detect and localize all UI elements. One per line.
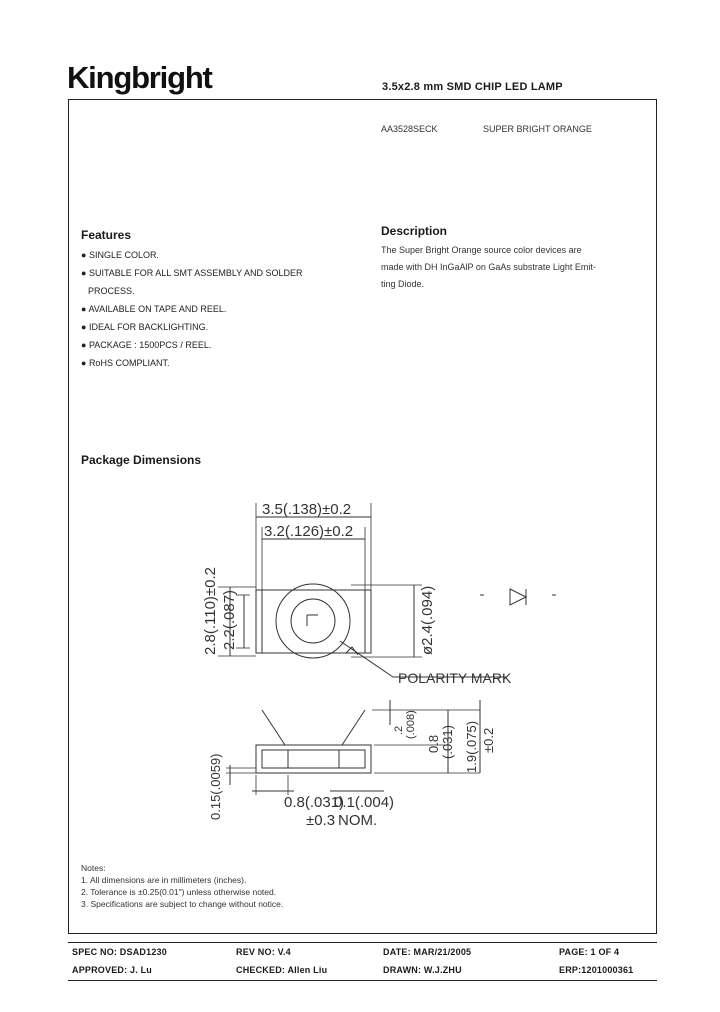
dim-right-diameter: ø2.4(.094) (419, 585, 436, 655)
part-color: SUPER BRIGHT ORANGE (483, 124, 592, 134)
notes-block (81, 862, 283, 910)
approved-by: APPROVED: J. Lu (72, 965, 153, 975)
page-number: PAGE: 1 OF 4 (559, 947, 620, 957)
footer-divider-top (68, 942, 657, 943)
dim-side-a2: (.008) (405, 710, 417, 739)
dim-bottom-right: 0.1(.004) (334, 794, 395, 811)
revision-number: REV NO: V.4 (236, 947, 291, 957)
features-heading: Features (81, 228, 132, 242)
note-item: 3. Specifications are subject to change without notice. (81, 899, 284, 909)
feature-item-continued: PROCESS. (88, 286, 135, 296)
description-heading: Description (381, 224, 448, 238)
drawn-by: DRAWN: W.J.ZHU (383, 965, 462, 975)
dim-left-outer: 2.8(.110)±0.2 (202, 566, 219, 655)
feature-item: ● SINGLE COLOR. (81, 250, 159, 260)
dim-bottom-mid: 0.8(.031) (284, 794, 345, 811)
feature-item: ● RoHS COMPLIANT. (81, 358, 170, 368)
notes-heading: Notes: (81, 863, 106, 873)
dim-bottom-left: 0.15(.0059) (208, 753, 223, 820)
part-number: AA3528SECK (381, 124, 438, 134)
dim-side-c: 1.9(.075) (464, 720, 479, 773)
feature-item: ● PACKAGE : 1500PCS / REEL. (81, 340, 212, 350)
date: DATE: MAR/21/2005 (383, 947, 472, 957)
footer-divider-bottom (68, 980, 657, 981)
description-text: The Super Bright Orange source color devices are made with DH InGaAlP on GaAs substrate Light Emit- ting Diode. (381, 245, 596, 289)
dim-top-inner: 3.2(.126)±0.2 (264, 523, 354, 540)
note-item: 2. Tolerance is ±0.25(0.01") unless otherwise noted. (81, 887, 277, 897)
feature-item: ● IDEAL FOR BACKLIGHTING. (81, 322, 209, 332)
package-dimensions-heading: Package Dimensions (81, 453, 202, 467)
dim-bottom-right-nom: NOM. (338, 812, 378, 829)
polarity-mark-label: POLARITY MARK (398, 670, 512, 686)
dim-top-outer: 3.5(.138)±0.2 (262, 501, 352, 518)
dim-side-b2: (.031) (440, 725, 455, 759)
document-title: 3.5x2.8 mm SMD CHIP LED LAMP (382, 81, 563, 93)
kingbright-logo: Kingbright (67, 60, 212, 95)
dim-left-inner: 2.2(.087) (221, 589, 238, 650)
spec-number: SPEC NO: DSAD1230 (72, 947, 167, 957)
feature-item: ● AVAILABLE ON TAPE AND REEL. (81, 304, 227, 314)
checked-by: CHECKED: Allen Liu (236, 965, 328, 975)
package-drawing (190, 495, 590, 830)
erp-number: ERP:1201000361 (559, 965, 634, 975)
dim-side-a: .2 (393, 725, 405, 735)
dim-side-b: 0.8 (426, 734, 441, 753)
dim-bottom-mid-tol: ±0.3 (306, 812, 336, 829)
note-item: 1. All dimensions are in millimeters (inches). (81, 875, 247, 885)
feature-item: ● SUITABLE FOR ALL SMT ASSEMBLY AND SOLDER (81, 268, 303, 278)
dim-side-c2: ±0.2 (481, 727, 496, 753)
